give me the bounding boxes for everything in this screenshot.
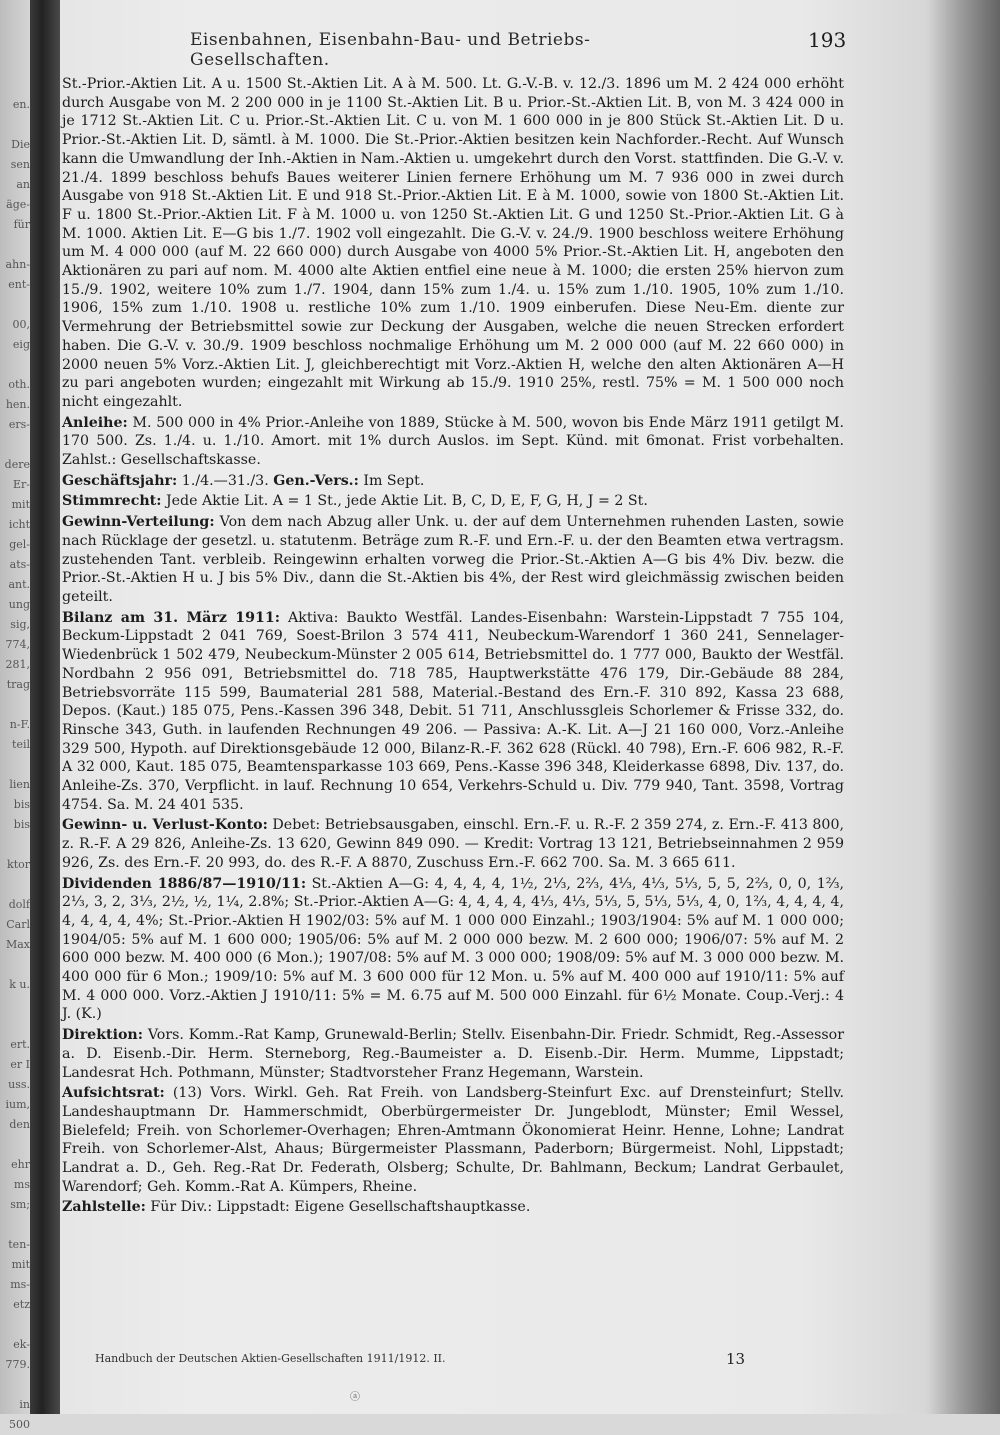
margin-fragment: Max — [5, 938, 30, 951]
paragraph-lead: Gewinn- u. Verlust-Konto: — [62, 817, 268, 834]
paragraph-text: M. 500 000 in 4% Prior.-Anleihe von 1889, Stücke à M. 500, wovon bis Ende März 1911 getilgt M. 170 500. Zs. 1./4. u. 1./10. Amort. mit 1% durch Auslos. im Sept. Künd. mit 6monat. Frist vorbehalten. Zahlst.: Gesellschaftskasse. — [62, 414, 844, 469]
margin-fragment: ten- — [8, 1238, 30, 1251]
margin-fragment: 00, — [12, 318, 30, 331]
margin-fragment: ert. — [10, 1038, 30, 1051]
margin-fragment: dolf — [8, 898, 30, 911]
margin-fragment — [0, 695, 30, 715]
margin-fragment: ats- — [9, 558, 30, 571]
margin-fragment: ehr — [11, 1158, 30, 1171]
margin-fragment: ung — [8, 598, 30, 611]
paragraph-direktion — [62, 1026, 844, 1082]
paragraph-zahlstelle — [62, 1198, 844, 1217]
margin-fragment: ek- — [13, 1338, 30, 1351]
paragraph-lead: Direktion: — [62, 1027, 143, 1044]
margin-fragment: ms — [13, 1178, 30, 1191]
paragraph-lead: Bilanz am 31. März 1911: — [62, 609, 281, 626]
margin-fragment — [0, 115, 30, 135]
margin-fragment: en. — [12, 98, 30, 111]
paragraph-aufsichtsrat — [62, 1084, 844, 1196]
margin-fragment: 774, — [5, 638, 30, 651]
book-spine-shadow — [30, 0, 60, 1414]
margin-fragment: bis — [13, 798, 30, 811]
margin-fragment: eig — [12, 338, 30, 351]
margin-fragment: ms- — [10, 1278, 30, 1291]
margin-fragment — [0, 295, 30, 315]
margin-fragment: ahn- — [5, 258, 30, 271]
margin-fragment: teil — [12, 738, 30, 751]
paragraph-text: St.-Prior.-Aktien Lit. A u. 1500 St.-Aktien Lit. A à M. 500. Lt. G.-V.-B. v. 12./3. 1896 um M. 2 424 000 erhöht durch Ausgabe von M. 2 200 000 in je 1100 St.-Aktien Lit. B u. Prior.-St.-Aktien Lit. B, von M. 3 424 000 in je 1712 St.-Aktien Lit. C u. Prior.-St.-Aktien Lit. C u. von M. 1 600 000 in je 800 Stück St.-Aktien Lit. D u. Prior.-St.-Aktien Lit. D, sämtl. à M. 1000. Die St.-Prior.-Aktien besitzen kein Nachforder.-Recht. Auf Wunsch kann die Umwandlung der Inh.-Aktien in Nam.-Aktien u. umgekehrt durch den Vorst. stattfinden. Die G.-V. v. 21./4. 1899 beschloss behufs Baues weiterer Linien fernere Erhöhung um M. 7 936 000 in zwei durch Ausgabe von 918 St.-Aktien Lit. E und 918 St.-Prior.-Aktien Lit. E à M. 1000, sowie von 1800 St.-Aktien Lit. F u. 1800 St.-Prior.-Aktien Lit. F à M. 1000 u. von 1250 St.-Aktien Lit. G und 1250 St.-Prior.-Aktien Lit. G à M. 1000. Aktien Lit. E—G bis 1./7. 1902 voll eingezahlt. Die G.-V. v. 24./9. 1900 beschloss weitere Erhöhung um M. 4 000 000 (auf M. 22 660 000) durch Ausgabe von 4000 5% Prior.-St.-Aktien Lit. H, angeboten den Aktionären zu pari auf nom. M. 4000 alte Aktien entfiel eine neue à M. 1000; die ersten 25% hiervon zum 15./9. 1902, weitere 10% zum 1./7. 1904, dann 15% zum 1./4. u. 15% zum 1./10. 1905, 10% zum 1./10. 1906, 15% zum 1./10. 1908 u. restliche 10% zum 1./10. 1909 einberufen. Diese Neu-Em. diente zur Vermehrung der Betriebsmittel sowie zur Deckung der Ausgaben, welche die neuen Strecken erfordert haben. Die G.-V. v. 30./9. 1909 beschloss nochmalige Erhöhung um M. 2 000 000 (auf M. 22 660 000) in 2000 neuen 5% Vorz.-Aktien Lit. J, gleichberechtigt mit Vorz.-Aktien H, welche den alten Aktionären A—H zu pari angeboten wurden; eingezahlt mit Wirkung ab 15./9. 1910 25%, restl. 75% = M. 1 500 000 noch nicht eingezahlt. — [62, 76, 844, 410]
margin-fragment — [0, 1215, 30, 1235]
page-number: 193 — [808, 28, 847, 52]
facing-page-margin-text — [0, 95, 30, 1435]
margin-fragment — [0, 835, 30, 855]
margin-fragment: Er- — [12, 478, 30, 491]
margin-fragment: ent- — [8, 278, 30, 291]
paragraph-bilanz — [62, 609, 844, 815]
margin-fragment: ant. — [8, 578, 30, 591]
margin-fragment: icht — [8, 518, 30, 531]
footer-signature-number: 13 — [726, 1350, 746, 1368]
running-title: Eisenbahnen, Eisenbahn-Bau- und Betriebs-Gesellschaften. — [190, 30, 591, 70]
paragraph-geschaeftsjahr — [62, 472, 844, 491]
paragraph-gewinn-verteilung — [62, 513, 844, 607]
margin-fragment: 779. — [5, 1358, 30, 1371]
margin-fragment — [0, 435, 30, 455]
margin-fragment: Carl — [6, 918, 30, 931]
margin-fragment: an — [16, 178, 30, 191]
margin-fragment: den — [9, 1118, 30, 1131]
paragraph-lead: Zahlstelle: — [62, 1199, 146, 1216]
margin-fragment: dere — [4, 458, 30, 471]
margin-fragment: oth. — [8, 378, 30, 391]
margin-fragment — [0, 355, 30, 375]
margin-fragment: trag — [6, 678, 30, 691]
margin-fragment — [0, 755, 30, 775]
paragraph-lead: Dividenden 1886/87—1910/11: — [62, 875, 307, 892]
paragraph-text: Debet: Betriebsausgaben, einschl. Ern.-F. u. R.-F. 2 359 274, z. Ern.-F. 413 800, z. R.-F. A 29 826, Anleihe-Zs. 13 620, Gewinn 849 090. — Kredit: Vortrag 13 121, Betriebseinnahmen 2 959 926, Zs. des Ern.-F. 20 993, do. des R.-F. A 8870, Zuschuss Ern.-F. 662 700. Sa. M. 3 665 611. — [62, 817, 844, 871]
margin-fragment — [0, 875, 30, 895]
margin-fragment: bis — [13, 818, 30, 831]
paragraph-text: Von dem nach Abzug aller Unk. u. der auf dem Unternehmen ruhenden Lasten, sowie nach Rücklage der gesetzl. u. statutenm. Beträge zum R.-F. und Ern.-F. u. der den Beamten etwa vertragsm. zustehenden Tant. verbleib. Reingewinn erhalten vorweg die Prior.-St.-Aktien A—G bis 4% Div. bezw. die Prior.-St.-Aktien H u. J bis 5% Div., dann die St.-Aktien bis 4%, der Rest wird gleichmässig zwischen beiden geteilt. — [62, 514, 844, 605]
margin-fragment: hen. — [5, 398, 30, 411]
margin-fragment: sen — [10, 158, 30, 171]
margin-fragment — [0, 1375, 30, 1395]
paragraph-stimmrecht — [62, 492, 844, 511]
paragraph-text: Aktiva: Baukto Westfäl. Landes-Eisenbahn: Warstein-Lippstadt 7 755 104, Beckum-Lippstadt 2 041 769, Soest-Brilon 3 574 411, Neubeckum-Warendorf 1 360 241, Sennelager-Wiedenbrück 1 502 479, Neubeckum-Münster 2 005 614, Betriebsmittel do. 1 777 000, Baukto der Westfäl. Nordbahn 2 956 091, Betriebsmittel do. 718 785, Hauptwerkstätte 476 179, Dir.-Gebäude 88 284, Betriebsvorräte 115 599, Baumaterial 281 588, Material.-Bestand des Ern.-F. 310 892, Kassa 23 688, Depos. (Kaut.) 185 075, Pens.-Kassen 396 348, Debit. 51 711, Anschlussgleis Schorlemer & Frisse 332, do. Rinsche 343, Guth. in laufenden Rechnungen 49 206. — Passiva: A.-K. Lit. A—J 21 160 000, Vorz.-Anleihe 329 500, Hypoth. auf Direktionsgebäude 12 000, Bilanz-R.-F. 362 628 (Rückl. 40 798), Ern.-F. 606 982, R.-F. A 32 000, Kaut. 185 075, Beamtensparkasse 103 669, Pens.-Kasse 396 348, Kleiderkasse 6898, Div. 137, do. Anleihe-Zs. 370, Verpflicht. in lauf. Rechnung 10 654, Verkehrs-Schuld u. Div. 779 940, Tant. 3598, Vortrag 4754. Sa. M. 24 401 535. — [62, 609, 844, 813]
paragraph-text: Vors. Komm.-Rat Kamp, Grunewald-Berlin; Stellv. Eisenbahn-Dir. Friedr. Schmidt, Reg.-Assessor a. D. Eisenb.-Dir. Herm. Sterneborg, Reg.-Baumeister a. D. Eisenb.-Dir. Herm. Mumme, Lippstadt; Landesrat Hch. Pothmann, Münster; Stadtvorsteher Franz Hegemann, Warstein. — [62, 1027, 844, 1081]
margin-fragment: lien — [9, 778, 30, 791]
margin-fragment: etz — [13, 1298, 30, 1311]
margin-fragment: n-F. — [9, 718, 30, 731]
margin-fragment: k u. — [9, 978, 30, 991]
margin-fragment: in — [19, 1398, 30, 1411]
paragraph-anleihe — [62, 414, 844, 470]
paragraph-text: 1./4.—31./3. — [177, 472, 274, 489]
page-edge-shadow — [925, 0, 1000, 1414]
margin-fragment: er I — [10, 1058, 30, 1071]
margin-fragment: gel- — [9, 538, 30, 551]
margin-fragment — [0, 1015, 30, 1035]
margin-fragment: für — [13, 218, 30, 231]
margin-fragment: ium, — [5, 1098, 30, 1111]
paragraph-lead: Geschäftsjahr: — [62, 472, 178, 489]
margin-fragment: ktor — [7, 858, 30, 871]
paragraph-gewinn-verlust — [62, 816, 844, 872]
footer-mark: ⓐ — [350, 1392, 360, 1403]
margin-fragment: sig, — [10, 618, 30, 631]
margin-fragment: äge- — [6, 198, 30, 211]
margin-fragment — [0, 1135, 30, 1155]
paragraph-capital — [62, 75, 844, 412]
paragraph-lead: Stimmrecht: — [62, 493, 162, 510]
paragraph-text: Jede Aktie Lit. A = 1 St., jede Aktie Lit. B, C, D, E, F, G, H, J = 2 St. — [161, 493, 648, 510]
paragraph-lead: Aufsichtsrat: — [62, 1085, 165, 1102]
paragraph-lead: Anleihe: — [62, 414, 128, 431]
margin-fragment: mit — [11, 498, 30, 511]
margin-fragment: Die — [11, 138, 30, 151]
margin-fragment: mit — [11, 1258, 30, 1271]
margin-fragment — [0, 955, 30, 975]
margin-fragment: sm; — [10, 1198, 30, 1211]
paragraph-text-2: Im Sept. — [358, 472, 425, 489]
margin-fragment: 500 — [9, 1418, 30, 1431]
paragraph-dividenden — [62, 875, 844, 1025]
margin-fragment — [0, 995, 30, 1015]
paragraph-text: St.-Aktien A—G: 4, 4, 4, 4, 1½, 2⅓, 2⅔, 4⅓, 4⅓, 5⅓, 5, 5, 2⅔, 0, 0, 1⅔, 2⅓, 3, 2, 3⅓, 2½, ½, 1¼, 2.8%; St.-Prior.-Aktien A—G: 4, 4, 4, 4, 4⅓, 4⅓, 5⅓, 5, 5⅓, 5⅓, 4, 0, 1⅔, 4, 4, 4, 4, 4, 4, 4, 4, 4%; St.-Prior.-Aktien H 1902/03: 5% auf M. 1 000 000 Einzahl.; 1903/1904: 5% auf M. 1 000 000; 1904/05: 5% auf M. 1 600 000; 1905/06: 5% auf M. 2 000 000 bezw. M. 2 600 000; 1906/07: 5% auf M. 2 600 000 bezw. M. 400 000 (6 Mon.); 1907/08: 5% auf M. 3 000 000; 1908/09: 5% auf M. 3 000 000 bezw. M. 400 000 für 6 Mon.; 1909/10: 5% auf M. 3 600 000 für 12 Mon. u. 5% auf M. 400 000 auf 1910/11: 5% auf M. 4 000 000. Vorz.-Aktien J 1910/11: 5% = M. 6.75 auf M. 500 000 Einzahl. für 6½ Monate. Coup.-Verj.: 4 J. (K.) — [62, 875, 844, 1023]
margin-fragment: uss. — [8, 1078, 30, 1091]
body-text — [62, 75, 844, 1219]
margin-fragment — [0, 1315, 30, 1335]
margin-fragment — [0, 235, 30, 255]
margin-fragment: ers- — [8, 418, 30, 431]
paragraph-lead: Gewinn-Verteilung: — [62, 514, 215, 531]
footer-book-title: Handbuch der Deutschen Aktien-Gesellschaften 1911/1912. II. — [95, 1352, 446, 1365]
paragraph-text: (13) Vors. Wirkl. Geh. Rat Freih. von Landsberg-Steinfurt Exc. auf Drensteinfurt; Stellv. Landeshauptmann Dr. Hammerschmidt, Oberbürgermeister Dr. Jungeblodt, Münster; Emil Wessel, Bielefeld; Freih. von Schorlemer-Overhagen; Ehren-Amtmann Ökonomierat Heinr. Henne, Lohne; Landrat Freih. von Schorlemer-Alst, Ahaus; Bürgermeister Plassmann, Paderborn; Bürgermeist. Nohl, Lippstadt; Landrat a. D., Geh. Reg.-Rat Dr. Federath, Olsberg; Schulte, Dr. Bahlmann, Beckum; Landrat Gerbaulet, Warendorf; Geh. Komm.-Rat A. Kümpers, Rheine. — [62, 1085, 844, 1195]
paragraph-lead-2: Gen.-Vers.: — [273, 472, 359, 489]
margin-fragment: 281, — [5, 658, 30, 671]
paragraph-text: Für Div.: Lippstadt: Eigene Gesellschaftshauptkasse. — [145, 1199, 531, 1216]
